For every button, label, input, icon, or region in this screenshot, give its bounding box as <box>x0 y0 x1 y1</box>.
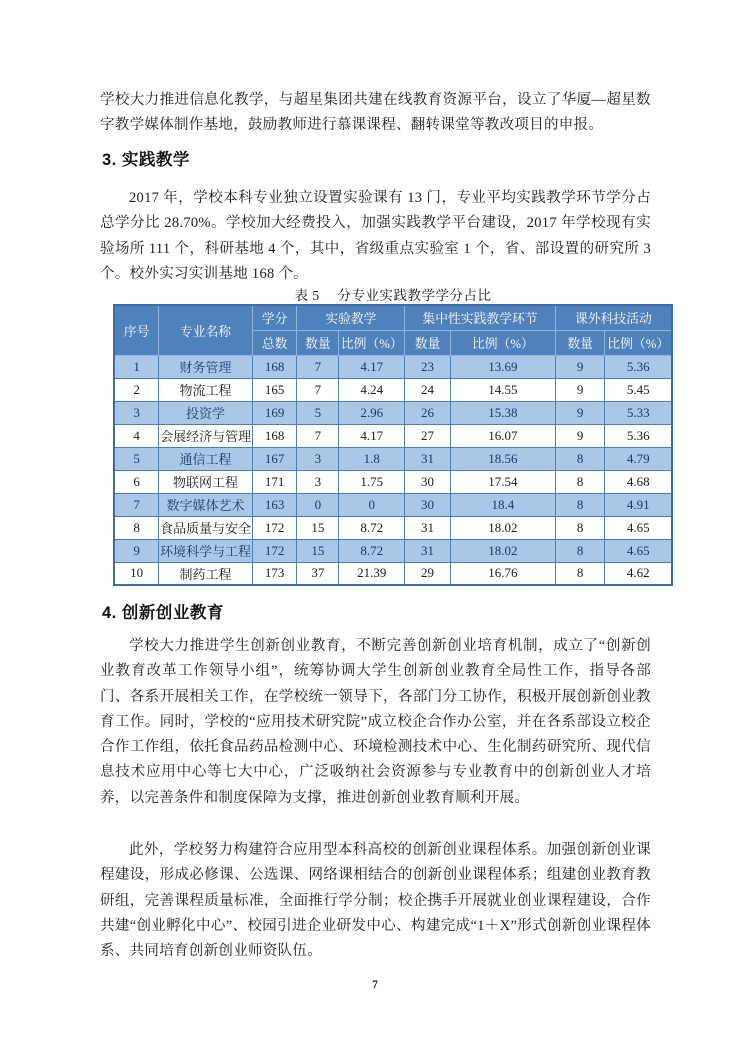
value-cell: 8 <box>555 493 605 516</box>
header-credits-bottom: 总数 <box>252 330 297 355</box>
major-name-cell: 数字媒体艺术 <box>159 493 253 516</box>
value-cell: 167 <box>252 447 297 470</box>
value-cell: 168 <box>252 424 297 447</box>
value-cell: 30 <box>405 470 451 493</box>
header-index: 序号 <box>114 305 159 355</box>
value-cell: 15 <box>297 516 339 539</box>
value-cell: 1.75 <box>339 470 405 493</box>
value-cell: 169 <box>252 401 297 424</box>
header-group-experiment: 实验教学 <box>297 305 405 330</box>
value-cell: 18.02 <box>450 539 555 562</box>
value-cell: 5 <box>114 447 159 470</box>
paragraph-innovation-curriculum: 此外，学校努力构建符合应用型本科高校的创新创业课程体系。加强创新创业课程建设，形成必修课、公选课、网络课相结合的创新创业课程体系；组建创业教育教研组，完善课程质量标准，全面推行学分制；校企携手开展就业创业课程建设，合作共建“创业孵化中心”、校园引进企业研发中心、构建完成“1＋X”形式创新创业课程体系、共同培育创新创业师资队伍。 <box>100 842 651 960</box>
table-row <box>114 424 672 447</box>
value-cell: 29 <box>405 562 451 585</box>
paragraph-innovation-mechanism: 学校大力推进学生创新创业教育，不断完善创新创业培育机制，成立了“创新创业教育改革工作领导小组”，统筹协调大学生创新创业教育全局性工作，指导各部门、各系开展相关工作，在学校统一领导下，各部门分工协作，积极开展创新创业教育工作。同时，学校的“应用技术研究院”成立校企合作办公室，并在各系部设立校企合作工作组，依托食品药品检测中心、环境检测技术中心、生化制药研究所、现代信息技术应用中心等七大中心，广泛吸纳社会资源参与专业教育中的创新创业人才培养，以完善条件和制度保障为支撑，推进创新创业教育顺利开展。 <box>100 638 651 806</box>
table-header <box>114 305 672 355</box>
value-cell: 21.39 <box>339 562 405 585</box>
value-cell: 14.55 <box>450 378 555 401</box>
value-cell: 13.69 <box>450 355 555 378</box>
table-row <box>114 470 672 493</box>
header-experiment-quantity: 数量 <box>297 330 339 355</box>
value-cell: 16.76 <box>450 562 555 585</box>
value-cell: 9 <box>555 424 605 447</box>
value-cell: 18.56 <box>450 447 555 470</box>
value-cell: 8 <box>555 447 605 470</box>
value-cell: 4.65 <box>605 539 672 562</box>
value-cell: 4.17 <box>339 355 405 378</box>
major-name-cell: 通信工程 <box>159 447 253 470</box>
value-cell: 3 <box>114 401 159 424</box>
value-cell: 7 <box>114 493 159 516</box>
value-cell: 8 <box>555 539 605 562</box>
value-cell: 9 <box>555 401 605 424</box>
value-cell: 4.24 <box>339 378 405 401</box>
value-cell: 37 <box>297 562 339 585</box>
value-cell: 4.91 <box>605 493 672 516</box>
value-cell: 8 <box>555 470 605 493</box>
value-cell: 3 <box>297 447 339 470</box>
table-caption: 表 5 分专业实践教学学分占比 <box>294 288 492 303</box>
value-cell: 1.8 <box>339 447 405 470</box>
value-cell: 8 <box>555 562 605 585</box>
value-cell: 3 <box>297 470 339 493</box>
header-group-concentrated: 集中性实践教学环节 <box>405 305 556 330</box>
value-cell: 17.54 <box>450 470 555 493</box>
value-cell: 30 <box>405 493 451 516</box>
paragraph-informatization-teaching: 学校大力推进信息化教学，与超星集团共建在线教育资源平台，设立了华厦—超星数字教学媒体制作基地，鼓励教师进行慕课课程、翻转课堂等教改项目的申报。 <box>100 92 651 134</box>
value-cell: 5.33 <box>605 401 672 424</box>
value-cell: 23 <box>405 355 451 378</box>
value-cell: 31 <box>405 516 451 539</box>
value-cell: 7 <box>297 378 339 401</box>
header-extracurricular-quantity: 数量 <box>555 330 605 355</box>
table-row <box>114 493 672 516</box>
value-cell: 10 <box>114 562 159 585</box>
table-header-row-1 <box>114 305 672 330</box>
value-cell: 8 <box>555 516 605 539</box>
value-cell: 31 <box>405 539 451 562</box>
value-cell: 24 <box>405 378 451 401</box>
page-number: 7 <box>372 979 378 991</box>
value-cell: 9 <box>555 355 605 378</box>
major-name-cell: 环境科学与工程 <box>159 539 253 562</box>
value-cell: 5 <box>297 401 339 424</box>
practice-credit-table <box>113 304 673 586</box>
value-cell: 4.79 <box>605 447 672 470</box>
major-name-cell: 财务管理 <box>159 355 253 378</box>
value-cell: 163 <box>252 493 297 516</box>
value-cell: 6 <box>114 470 159 493</box>
value-cell: 165 <box>252 378 297 401</box>
value-cell: 0 <box>339 493 405 516</box>
header-concentrated-quantity: 数量 <box>405 330 451 355</box>
value-cell: 168 <box>252 355 297 378</box>
value-cell: 5.45 <box>605 378 672 401</box>
value-cell: 2 <box>114 378 159 401</box>
value-cell: 4.68 <box>605 470 672 493</box>
value-cell: 8.72 <box>339 516 405 539</box>
value-cell: 15.38 <box>450 401 555 424</box>
value-cell: 172 <box>252 539 297 562</box>
value-cell: 18.4 <box>450 493 555 516</box>
value-cell: 8 <box>114 516 159 539</box>
value-cell: 5.36 <box>605 355 672 378</box>
value-cell: 9 <box>555 378 605 401</box>
major-name-cell: 食品质量与安全 <box>159 516 253 539</box>
value-cell: 4 <box>114 424 159 447</box>
header-concentrated-ratio: 比例（%） <box>450 330 555 355</box>
value-cell: 16.07 <box>450 424 555 447</box>
table-row <box>114 539 672 562</box>
header-extracurricular-ratio: 比例（%） <box>605 330 672 355</box>
value-cell: 4.62 <box>605 562 672 585</box>
value-cell: 2.96 <box>339 401 405 424</box>
table-row <box>114 562 672 585</box>
heading-innovation-entrepreneurship: 4. 创新创业教育 <box>102 604 224 622</box>
header-credits-top: 学分 <box>252 305 297 330</box>
major-name-cell: 制药工程 <box>159 562 253 585</box>
value-cell: 26 <box>405 401 451 424</box>
value-cell: 31 <box>405 447 451 470</box>
value-cell: 5.36 <box>605 424 672 447</box>
header-group-extracurricular: 课外科技活动 <box>555 305 672 330</box>
table-body <box>114 355 672 585</box>
value-cell: 7 <box>297 424 339 447</box>
table-container <box>113 304 673 586</box>
table-row <box>114 401 672 424</box>
value-cell: 1 <box>114 355 159 378</box>
major-name-cell: 投资学 <box>159 401 253 424</box>
table-row <box>114 378 672 401</box>
value-cell: 7 <box>297 355 339 378</box>
value-cell: 172 <box>252 516 297 539</box>
table-row <box>114 516 672 539</box>
value-cell: 4.17 <box>339 424 405 447</box>
value-cell: 171 <box>252 470 297 493</box>
header-experiment-ratio: 比例（%） <box>339 330 405 355</box>
paragraph-practical-teaching: 2017 年，学校本科专业独立设置实验课有 13 门，专业平均实践教学环节学分占总学分比 28.70%。学校加大经费投入，加强实践教学平台建设，2017 年学校现有实验场所 111 个，科研基地 4 个，其中，省级重点实验室 1 个，省、部设置的研究所 3 个。校外实习实训基地 168 个。 <box>100 190 651 282</box>
table-row <box>114 447 672 470</box>
value-cell: 15 <box>297 539 339 562</box>
table-row <box>114 355 672 378</box>
heading-practical-teaching: 3. 实践教学 <box>102 151 190 169</box>
value-cell: 18.02 <box>450 516 555 539</box>
value-cell: 0 <box>297 493 339 516</box>
header-major-name: 专业名称 <box>159 305 253 355</box>
value-cell: 173 <box>252 562 297 585</box>
major-name-cell: 物流工程 <box>159 378 253 401</box>
value-cell: 8.72 <box>339 539 405 562</box>
value-cell: 27 <box>405 424 451 447</box>
major-name-cell: 物联网工程 <box>159 470 253 493</box>
value-cell: 4.65 <box>605 516 672 539</box>
value-cell: 9 <box>114 539 159 562</box>
major-name-cell: 会展经济与管理 <box>159 424 253 447</box>
